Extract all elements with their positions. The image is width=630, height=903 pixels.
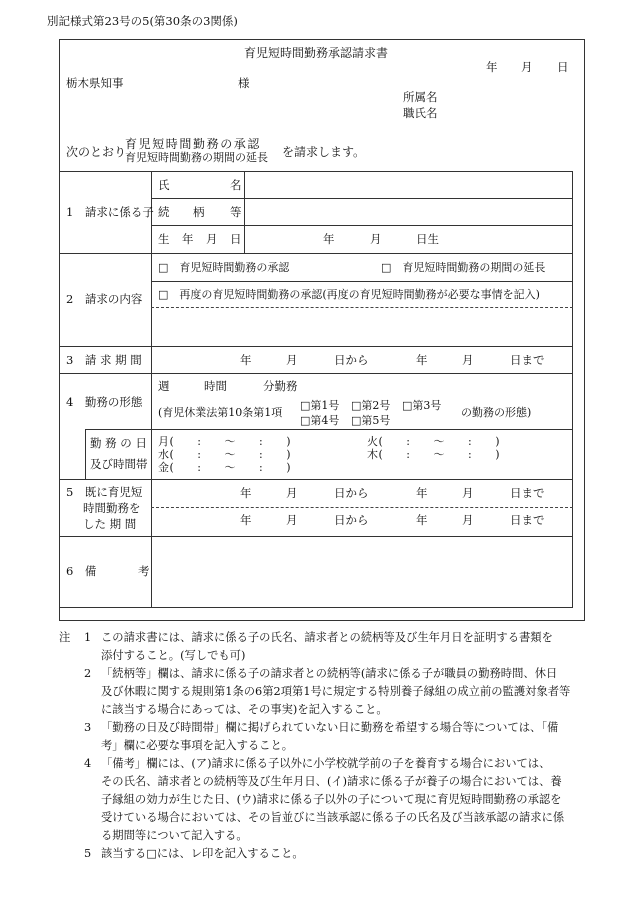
relation-field[interactable] bbox=[246, 200, 571, 224]
note-2-line-2: 及び休暇に関する規則第1条の6第2項第1号に規定する特別養子縁組の成立前の監護対象者等 bbox=[101, 685, 571, 698]
addressee: 栃木県知事 bbox=[66, 76, 124, 90]
tuesday-hours[interactable]: 火( : ～ : ) bbox=[367, 435, 500, 448]
note-2-line-3: に該当する場合にあっては、その事実)を記入すること。 bbox=[101, 703, 388, 716]
document-page: 別記様式第23号の5(第30条の3関係) 育児短時間勤務承認請求書 年 月 日 栃木県知事 様 所属名 職氏名 次のとおり 育児短時間勤務の承認 育児短時間勤務の期間の延長 を請求します。 1 請求に係る子 氏 名 続 柄 等 生 年 月 日 年 月 日生 2 請求の内容 □ 育児短時間勤務の承認 □ 育児短時間勤務の期間の延長 □ 再度の育児短時間勤務の承認(再度の育児短時間勤務が必要な事情を記入) 3 請 求 期 間 年 月 日から 年 月 日まで 4 勤務の形態 週 時間 分勤務 (育児休業法第10条第1項 □第1号 □第2号 □第3号 □第4号 □第5号 の勤務の形態) 勤 務 の 日 及び時間帯 月( : ～ : ) 火( : ～ : ) 水( : ～ : ) 木( : ～ : ) 金( : ～ : ) 5 既に育児短 時間勤務を した 期 間 年 月 日から 年 月 日まで 年 月 日から 年 月 日まで 6 備 考 注 1 この請求書には、請求に係る子の氏名、請求者との続柄等及び生年月日を証明する書類を 添付すること。(写しでも可) 2 「続柄等」欄は、請求に係る子の請求者との続柄等(請求に係る子が職員の勤務時間、休日 及び休暇に関する規則第1条の6第2項第1号に規定する特別養子縁組の成立前の監護対象者等 に該当する場合にあっては、その事実)を記入すること。 3 「勤務の日及び時間帯」欄に掲げられていない日に勤務を希望する場合等については、「備 考」欄に必要な事項を記入すること。 4 「備考」欄には、(ア)請求に係る子以外に小学校就学前の子を養育する場合においては、 その氏名、請求者との続柄等及び生年月日、(イ)請求に係る子が養子の場合においては、養 子縁組の効力が生じた日、(ウ)請求に係る子以外の子について現に育児短時間勤務の承認を 受けている場合においては、その旨並びに当該承認に係る子の氏名及び当該承認の請求に係 る期間等について記入する。 5 該当する□には、レ印を記入すること。 bbox=[0, 0, 630, 903]
option-extension-checkbox[interactable]: □ 育児短時間勤務の期間の延長 bbox=[381, 261, 546, 274]
note-1-number: 1 bbox=[84, 631, 92, 644]
note-4-line-2: その氏名、請求者との続柄等及び生年月日、(イ)請求に係る子が養子の場合においては、養 bbox=[101, 775, 562, 788]
section4-label: 4 勤務の形態 bbox=[66, 395, 143, 409]
period-end-day[interactable]: 日まで bbox=[510, 353, 545, 367]
note-3-line-2: 考」欄に必要な事項を記入すること。 bbox=[101, 739, 294, 752]
law-reference: (育児休業法第10条第1項 bbox=[158, 406, 283, 419]
dob-year[interactable]: 年 bbox=[323, 232, 335, 246]
law-suffix: の勤務の形態) bbox=[461, 406, 532, 419]
section5-label: 5 既に育児短 bbox=[66, 485, 143, 499]
note-2-line-1: 「続柄等」欄は、請求に係る子の請求者との続柄等(請求に係る子が職員の勤務時間、休日 bbox=[101, 667, 558, 680]
note-1-line-1: この請求書には、請求に係る子の氏名、請求者との続柄等及び生年月日を証明する書類を bbox=[101, 631, 553, 644]
period-end-month[interactable]: 月 bbox=[462, 353, 474, 367]
form-title: 育児短時間勤務承認請求書 bbox=[244, 46, 389, 60]
date-month: 月 bbox=[521, 60, 533, 74]
note-3-line-1: 「勤務の日及び時間帯」欄に掲げられていない日に勤務を希望する場合等については、「備 bbox=[101, 721, 559, 734]
section1-label: 1 請求に係る子 bbox=[66, 205, 154, 219]
period-end-year[interactable]: 年 bbox=[416, 353, 428, 367]
weekly-week: 週 bbox=[158, 379, 170, 393]
check-item-5[interactable]: □第5号 bbox=[351, 414, 391, 427]
check-item-1[interactable]: □第1号 bbox=[300, 399, 340, 412]
reapproval-reason-field[interactable] bbox=[153, 309, 571, 345]
note-4-line-3: 子縁組の効力が生じた日、(ウ)請求に係る子以外の子について現に育児短時間勤務の承認を bbox=[101, 793, 562, 806]
note-4-line-5: る期間等について記入する。 bbox=[101, 829, 248, 842]
child-name-field[interactable] bbox=[246, 173, 571, 197]
check-item-2[interactable]: □第2号 bbox=[351, 399, 391, 412]
note-4-line-4: 受けている場合においては、その旨並びに当該承認に係る子の氏名及び当該承認の請求に係 bbox=[101, 811, 565, 824]
applicant-name-label: 職氏名 bbox=[403, 106, 438, 120]
intro-option-approval: 育児短時間勤務の承認 bbox=[125, 137, 262, 151]
addressee-honorific: 様 bbox=[238, 76, 250, 90]
remarks-field[interactable] bbox=[153, 538, 571, 606]
date-day: 日 bbox=[557, 60, 569, 74]
option-reapproval-checkbox[interactable]: □ 再度の育児短時間勤務の承認(再度の育児短時間勤務が必要な事情を記入) bbox=[158, 288, 540, 301]
period-start-day[interactable]: 日から bbox=[334, 353, 369, 367]
note-4-number: 4 bbox=[84, 757, 92, 770]
section5-label-2: 時間勤務を bbox=[83, 501, 141, 515]
period-start-month[interactable]: 月 bbox=[286, 353, 298, 367]
section6-label-2: 考 bbox=[138, 564, 150, 578]
period-start-year[interactable]: 年 bbox=[240, 353, 252, 367]
section3-label: 3 請 求 期 間 bbox=[66, 353, 142, 367]
intro-prefix: 次のとおり bbox=[66, 145, 127, 159]
intro-suffix: を請求します。 bbox=[282, 145, 366, 159]
department-label: 所属名 bbox=[403, 90, 438, 104]
section5-label-3: した 期 間 bbox=[83, 517, 137, 531]
intro-option-extension: 育児短時間勤務の期間の延長 bbox=[125, 151, 268, 164]
note-1-line-2: 添付すること。(写しでも可) bbox=[101, 649, 246, 662]
note-5-line-1: 該当する□には、レ印を記入すること。 bbox=[101, 847, 304, 860]
date-year: 年 bbox=[486, 60, 498, 74]
check-item-3[interactable]: □第3号 bbox=[402, 399, 442, 412]
note-3-number: 3 bbox=[84, 721, 92, 734]
note-2-number: 2 bbox=[84, 667, 92, 680]
dob-month[interactable]: 月 bbox=[370, 232, 382, 246]
monday-hours[interactable]: 月( : ～ : ) bbox=[158, 435, 291, 448]
note-4-line-1: 「備考」欄には、(ア)請求に係る子以外に小学校就学前の子を養育する場合においては、 bbox=[101, 757, 551, 770]
dob-day[interactable]: 日生 bbox=[416, 232, 439, 246]
note-5-number: 5 bbox=[84, 847, 92, 860]
option-approval-checkbox[interactable]: □ 育児短時間勤務の承認 bbox=[158, 261, 290, 274]
check-item-4[interactable]: □第4号 bbox=[300, 414, 340, 427]
weekly-hours[interactable]: 時間 bbox=[204, 379, 227, 393]
thursday-hours[interactable]: 木( : ～ : ) bbox=[367, 448, 500, 461]
form-reference: 別記様式第23号の5(第30条の3関係) bbox=[47, 14, 238, 28]
weekly-minutes[interactable]: 分勤務 bbox=[263, 379, 298, 393]
workdays-label-2: 及び時間帯 bbox=[90, 457, 148, 471]
notes-heading: 注 bbox=[59, 631, 71, 644]
friday-hours[interactable]: 金( : ～ : ) bbox=[158, 461, 291, 474]
section6-label: 6 備 bbox=[66, 564, 97, 578]
wednesday-hours[interactable]: 水( : ～ : ) bbox=[158, 448, 291, 461]
workdays-label: 勤 務 の 日 bbox=[90, 436, 147, 450]
section2-label: 2 請求の内容 bbox=[66, 292, 143, 306]
